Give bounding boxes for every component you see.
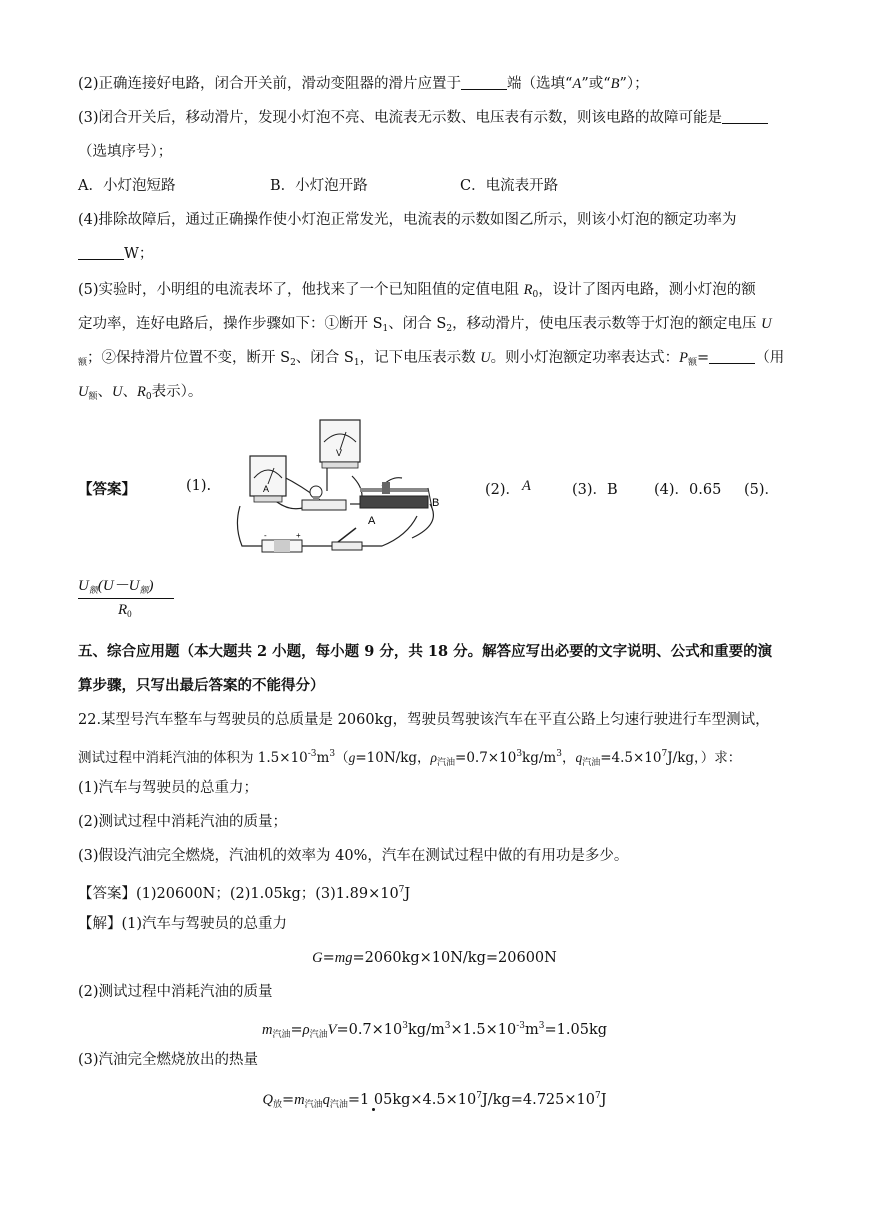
stray-dot — [372, 1108, 375, 1111]
q2-text: (2)正确连接好电路，闭合开关前，滑动变阻器的滑片应置于 — [78, 76, 462, 92]
q5-blank[interactable] — [709, 349, 755, 364]
rheostat-icon — [360, 482, 439, 527]
q3-option-a: A．小灯泡短路 — [78, 178, 176, 194]
q22-sub3: (3)假设汽油完全燃烧，汽油机的效率为 40%，汽车在测试过程中做的有用功是多少。 — [78, 848, 629, 864]
q5-line3: $_额$；②保持滑片位置不变，断开 $S_2$、闭合 $S_1$，记下电压表示数 U。则小灯泡额定功率表达式：$P_额=$ （用 — [78, 350, 785, 368]
svg-text:-: - — [264, 531, 267, 540]
q22-sub1: (1)汽车与驾驶员的总重力； — [78, 780, 259, 796]
section5-title: 五、综合应用题（本大题共 2 小题，每小题 9 分，共 18 分。解答应写出必要的文字说明、公式和重要的演 — [78, 643, 773, 660]
q3-line2: （选填序号）； — [78, 144, 173, 160]
q22-answer: 【答案】(1)20600N；(2)1.05kg；$(3)1.89\times 10^7J$ — [78, 885, 411, 902]
q5-line1: (5)实验时，小明组的电流表坏了，他找来了一个已知阻值的定值电阻 $R_0$，设计了图丙电路，测小灯泡的额 — [78, 282, 756, 300]
q3-option-b: B．小灯泡开路 — [270, 178, 368, 194]
ammeter-icon — [250, 456, 286, 502]
answer-label: 【答案】 — [78, 481, 136, 498]
battery-icon — [262, 531, 302, 552]
q22-solution-2: (2)测试过程中消耗汽油的质量 — [78, 984, 273, 1000]
q4-line1: (4)排除故障后，通过正确操作使小灯泡正常发光，电流表的示数如图乙所示，则该小灯泡的额定功率为 — [78, 212, 737, 228]
q22-equation-1: G=mg=2060kg×10N/kg=20600N — [312, 950, 557, 966]
svg-text:B: B — [432, 497, 440, 509]
switch-icon — [332, 528, 362, 550]
q4-blank[interactable] — [78, 245, 124, 260]
q4-line2: W； — [78, 244, 153, 264]
q3-option-c: C．电流表开路 — [460, 178, 559, 194]
q22-solution-1: 【解】(1)汽车与驾驶员的总重力 — [78, 916, 288, 932]
svg-text:+: + — [296, 531, 301, 540]
q5-line4: $U_额$、U、$R_0$表示）。 — [78, 384, 203, 402]
q22-equation-3: $Q_放=m_{汽油}q_{汽油}=1$ $05kg\times 4.5\times 10^7J/kg=4.725\times 10^7J$ — [262, 1091, 607, 1110]
q2-line: (2)正确连接好电路，闭合开关前，滑动变阻器的滑片应置于 端（选填“A”或“B”）； — [78, 76, 649, 92]
q22-sub2: (2)测试过程中消耗汽油的质量； — [78, 814, 288, 830]
q22-line2: 测试过程中消耗汽油的体积为 $1.5\times 10^{-3}m^3(g=10N/kg$，$\rho_{汽油}=0.7\times 10^3kg/m^3$，$q_{汽油}=4.5\times 10^7J/kg$，）求： — [78, 749, 742, 768]
q5-line2: 定功率，连好电路后，操作步骤如下：①断开 $S_1$、闭合 $S_2$，移动滑片，使电压表示数等于灯泡的额定电压 U — [78, 316, 772, 334]
circuit-diagram — [232, 416, 452, 564]
section5-title-line2: 算步骤，只写出最后答案的不能得分） — [78, 677, 325, 694]
q2-blank[interactable] — [461, 75, 507, 90]
q3-blank[interactable] — [722, 109, 768, 124]
svg-text:A: A — [368, 515, 376, 527]
svg-text:V: V — [336, 448, 343, 458]
q22-line1: 22.某型号汽车整车与驾驶员的总质量是 2060kg，驾驶员驾驶该汽车在平直公路上匀速行驶进行车型测试， — [78, 712, 770, 728]
svg-text:A: A — [263, 484, 270, 494]
q3-line1: (3)闭合开关后，移动滑片，发现小灯泡不亮、电流表无示数、电压表有示数，则该电路的故障可能是 — [78, 108, 768, 128]
voltmeter-icon — [320, 420, 360, 468]
bulb-icon — [302, 486, 346, 510]
q22-solution-3: (3)汽油完全燃烧放出的热量 — [78, 1052, 259, 1068]
q22-equation-2: $m_{汽油}=\rho_{汽油}V=0.7\times 10^3kg/m^3\times 1.5\times 10^{-3}m^3=1.05kg$ — [261, 1021, 608, 1040]
